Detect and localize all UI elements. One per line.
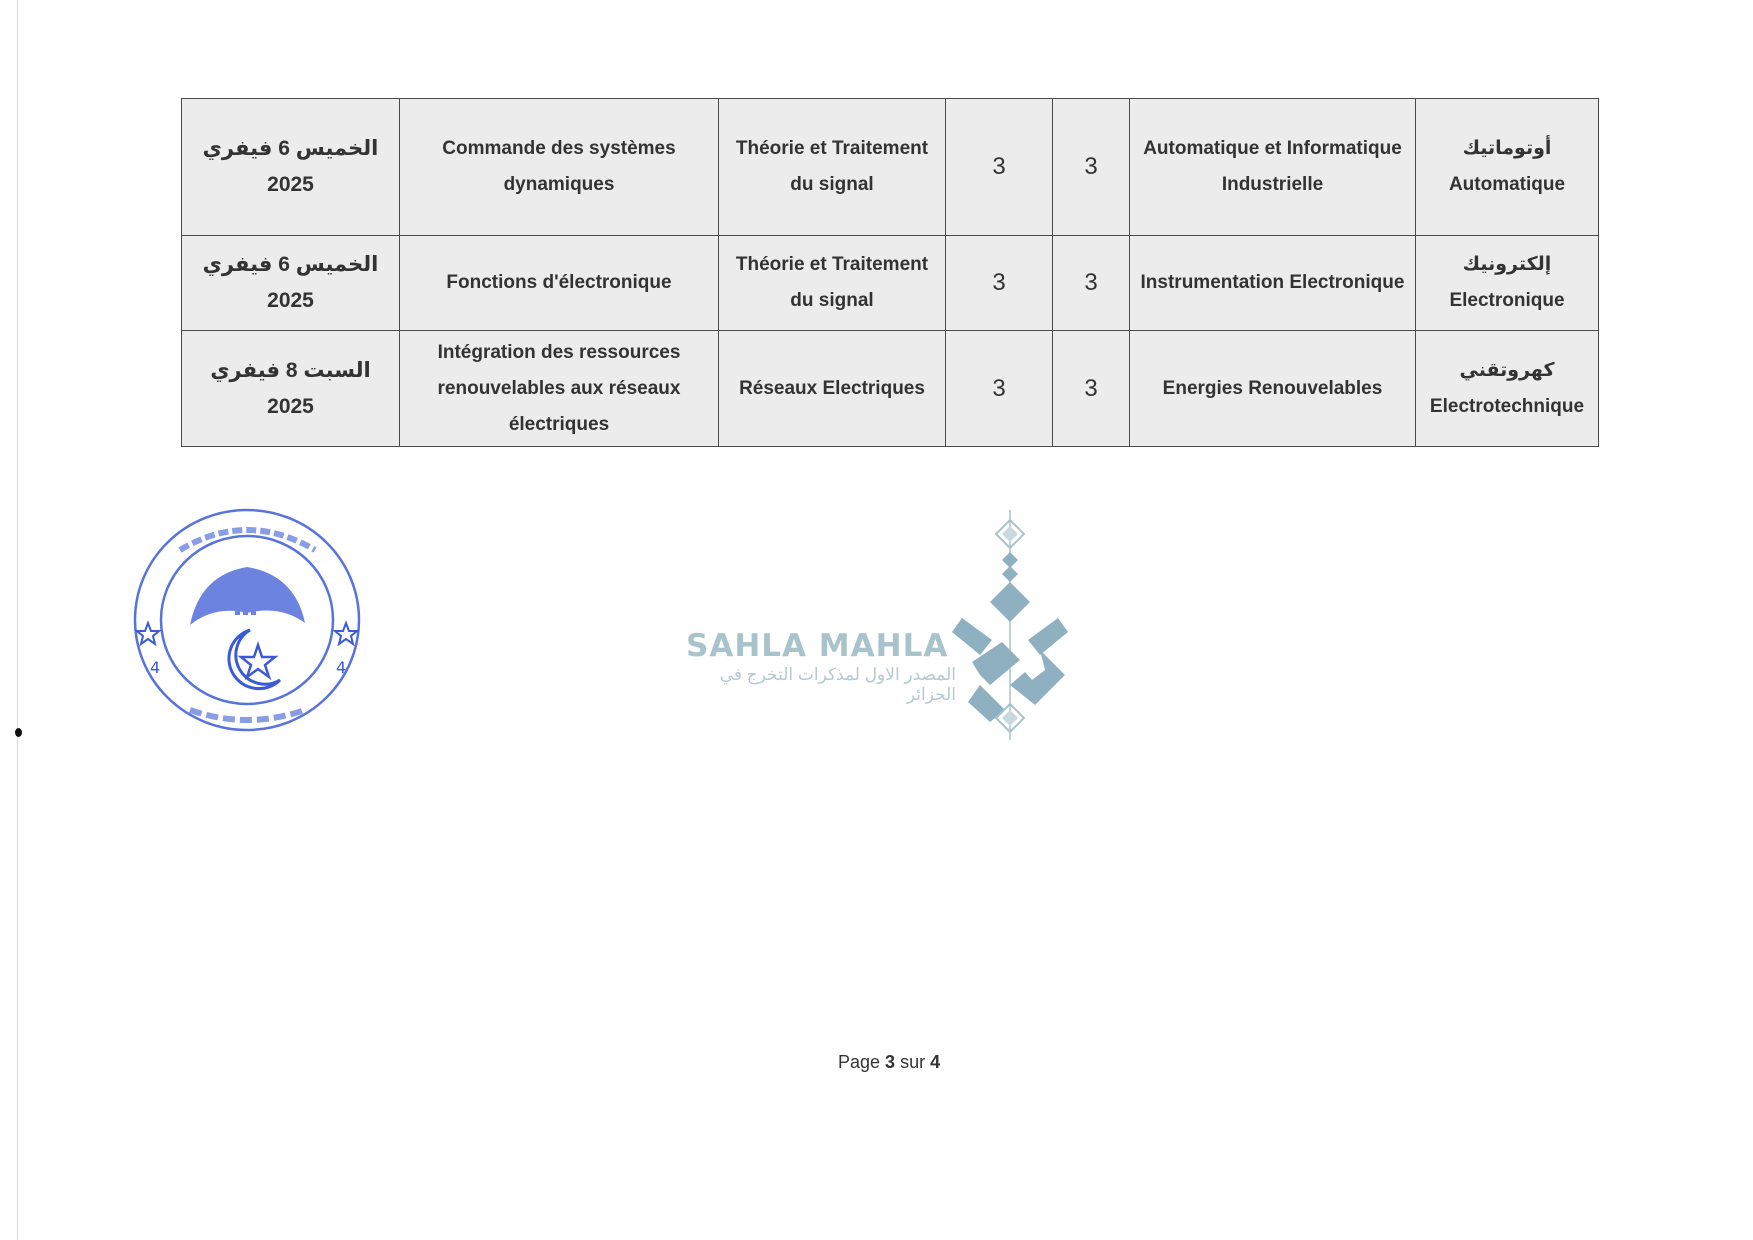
coefficient: 3 [946, 99, 1053, 236]
field-cell [1416, 99, 1599, 236]
total-pages: 4 [930, 1052, 941, 1072]
field-arabic: أوتوماتيك [1462, 138, 1552, 159]
table-row [182, 99, 1599, 236]
module-name: Intégration des ressources renouvelables aux réseaux électriques [400, 331, 719, 447]
field-cell [1416, 331, 1599, 447]
field-french: Electronique [1449, 290, 1565, 311]
page-number: Page 3 sur 4 [838, 1052, 941, 1072]
coefficient: 3 [946, 236, 1053, 331]
teaching-unit: Réseaux Electriques [719, 331, 946, 447]
specialty: Instrumentation Electronique [1130, 236, 1416, 331]
scan-edge-line [17, 0, 18, 1240]
field-arabic: كهروتقني [1459, 359, 1555, 381]
current-page: 3 [885, 1052, 896, 1072]
credits: 3 [1053, 331, 1130, 447]
exam-schedule-table [181, 98, 1599, 447]
official-stamp-icon [130, 505, 365, 735]
field-cell [1416, 236, 1599, 331]
table-row [182, 331, 1599, 447]
field-french: Automatique [1448, 174, 1566, 195]
coefficient: 3 [946, 331, 1053, 447]
scan-artifact-dot [15, 728, 22, 737]
table-row [182, 236, 1599, 331]
exam-date: الخميس 6 فيفري 2025 [182, 236, 400, 331]
sahla-mahla-logo-icon [680, 490, 1080, 750]
svg-text:4: 4 [336, 658, 347, 677]
teaching-unit: Théorie et Traitement du signal [719, 99, 946, 236]
svg-text:4: 4 [150, 658, 161, 677]
watermark-title: SAHLA MAHLA [686, 628, 949, 664]
specialty: Automatique et Informatique Industrielle [1130, 99, 1416, 236]
field-arabic: إلكترونيك [1462, 254, 1552, 275]
exam-date: السبت 8 فيفري 2025 [182, 331, 400, 447]
teaching-unit: Théorie et Traitement du signal [719, 236, 946, 331]
module-name: Commande des systèmes dynamiques [400, 99, 719, 236]
specialty: Energies Renouvelables [1130, 331, 1416, 447]
module-name: Fonctions d'électronique [400, 236, 719, 331]
exam-date: الخميس 6 فيفري 2025 [182, 99, 400, 236]
watermark-subtitle: المصدر الاول لمذكرات التخرج في الجزائر [719, 665, 956, 704]
credits: 3 [1053, 236, 1130, 331]
credits: 3 [1053, 99, 1130, 236]
field-french: Electrotechnique [1429, 395, 1585, 417]
